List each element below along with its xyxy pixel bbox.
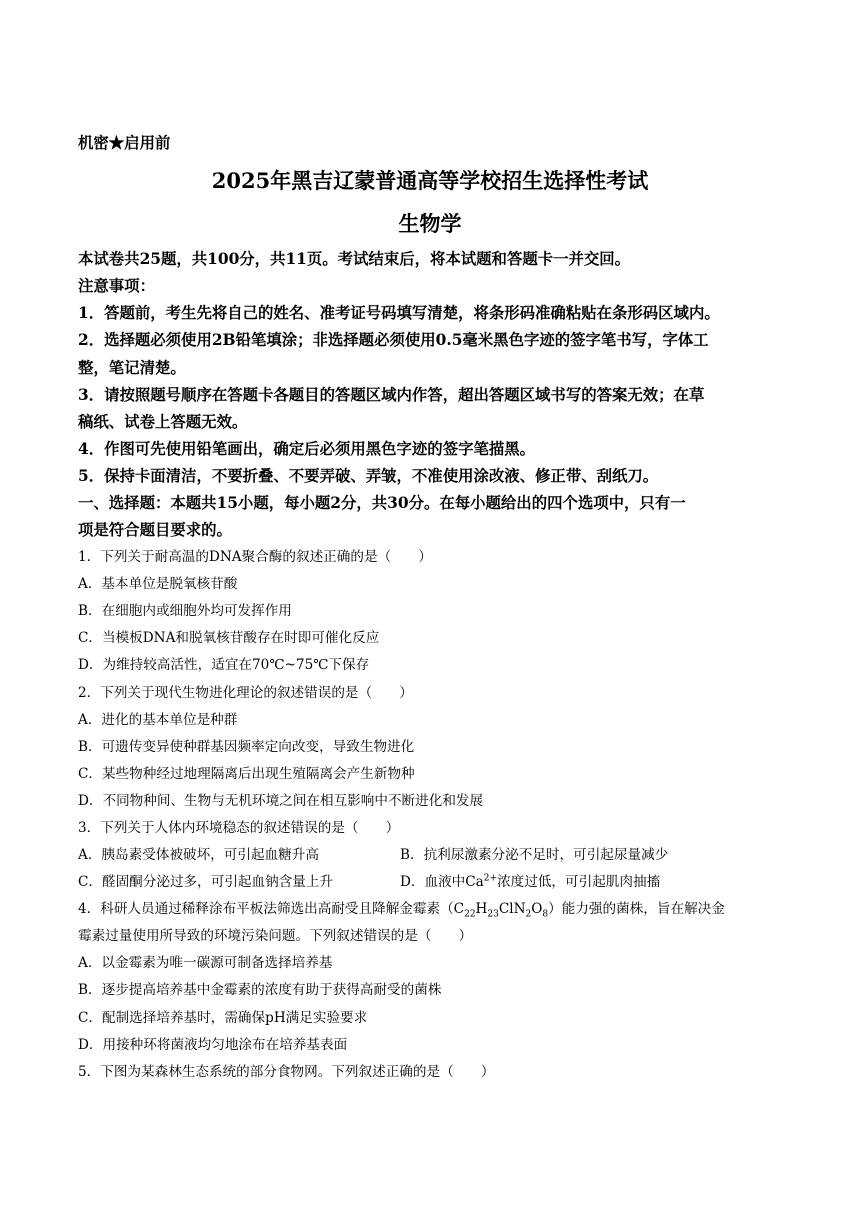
question-2-stem: 2．下列关于现代生物进化理论的叙述错误的是（ ） (78, 685, 413, 701)
q4-option-c: C．配制选择培养基时，需确保pH满足实验要求 (78, 1010, 368, 1026)
q4-stem-suffix: ）能力强的菌株，旨在解决金 (548, 901, 725, 917)
q1-option-a: A．基本单位是脱氧核苷酸 (78, 576, 238, 592)
q4-stem-prefix: 4．科研人员通过稀释涂布平板法筛选出高耐受且降解金霉素（C (78, 901, 465, 917)
note-item: 1．答题前，考生先将自己的姓名、准考证号码填写清楚，将条形码准确粘贴在条形码区域内。 (78, 304, 720, 322)
notes-heading: 注意事项： (78, 277, 155, 295)
q4-option-a: A．以金霉素为唯一碳源可制备选择培养基 (78, 955, 333, 971)
q2-option-c: C．某些物种经过地理隔离后出现生殖隔离会产生新物种 (78, 766, 415, 782)
question-1-stem: 1．下列关于耐高温的DNA聚合酶的叙述正确的是（ ） (78, 549, 432, 565)
q1-option-b: B．在细胞内或细胞外均可发挥作用 (78, 603, 292, 619)
formula-h-sub: 23 (487, 909, 499, 920)
formula-o-sub: 8 (542, 909, 549, 920)
q3-option-d (400, 870, 660, 890)
note-item: 4．作图可先使用铅笔画出，确定后必须用黑色字迹的签字笔描黑。 (78, 440, 536, 458)
section-heading: 一、选择题：本题共15小题，每小题2分，共30分。在每小题给出的四个选项中，只有一 (78, 494, 686, 512)
intro-text: 本试卷共25题，共100分，共11页。考试结束后，将本试题和答题卡一并交回。 (78, 250, 631, 268)
q3-option-d-prefix: D．血液中Ca (400, 874, 484, 890)
calcium-charge: 2+ (483, 873, 498, 884)
q3-option-a: A．胰岛素受体被破坏，可引起血糖升高 (78, 847, 319, 863)
confidential-label: 机密★启用前 (78, 134, 171, 152)
question-3-stem: 3．下列关于人体内环境稳态的叙述错误的是（ ） (78, 820, 400, 836)
q2-option-b: B．可遗传变异使种群基因频率定向改变，导致生物进化 (78, 739, 415, 755)
note-item: 整，笔记清楚。 (78, 359, 186, 377)
q3-option-b: B．抗利尿激素分泌不足时，可引起尿量减少 (400, 847, 669, 863)
formula-cln: ClN (498, 901, 526, 917)
q4-option-b: B．逐步提高培养基中金霉素的浓度有助于获得高耐受的菌株 (78, 982, 442, 998)
q1-option-d: D．为维持较高活性，适宜在70℃~75℃下保存 (78, 657, 370, 673)
formula-h: H (475, 901, 488, 917)
note-item: 稿纸、试卷上答题无效。 (78, 413, 248, 431)
note-item: 5．保持卡面清洁，不要折叠、不要弄破、弄皱，不准使用涂改液、修正带、刮纸刀。 (78, 467, 659, 485)
q1-option-c: C．当模板DNA和脱氧核苷酸存在时即可催化反应 (78, 630, 380, 646)
formula-n-sub: 2 (525, 909, 532, 920)
question-4-stem (78, 897, 725, 920)
q3-option-c: C．醛固酮分泌过多，可引起血钠含量上升 (78, 874, 334, 890)
note-item: 2．选择题必须使用2B铅笔填涂；非选择题必须使用0.5毫米黑色字迹的签字笔书写，字体工 (78, 331, 709, 349)
question-5-stem: 5．下图为某森林生态系统的部分食物网。下列叙述正确的是（ ） (78, 1064, 495, 1080)
q2-option-a: A．进化的基本单位是种群 (78, 712, 238, 728)
question-4-stem-cont: 霉素过量使用所导致的环境污染问题。下列叙述错误的是（ ） (78, 928, 473, 944)
q2-option-d: D．不同物种间、生物与无机环境之间在相互影响中不断进化和发展 (78, 793, 484, 809)
exam-title: 2025年黑吉辽蒙普通高等学校招生选择性考试 (211, 168, 649, 193)
section-heading-cont: 项是符合题目要求的。 (78, 521, 232, 539)
formula-c-sub: 22 (464, 909, 476, 920)
subject-title: 生物学 (398, 211, 462, 236)
q3-option-d-suffix: 浓度过低，可引起肌肉抽搐 (497, 874, 661, 890)
note-item: 3．请按照题号顺序在答题卡各题目的答题区域内作答，超出答题区域书写的答案无效；在草 (78, 386, 705, 404)
q4-option-d: D．用接种环将菌液均匀地涂布在培养基表面 (78, 1037, 348, 1053)
formula-o: O (531, 901, 543, 917)
